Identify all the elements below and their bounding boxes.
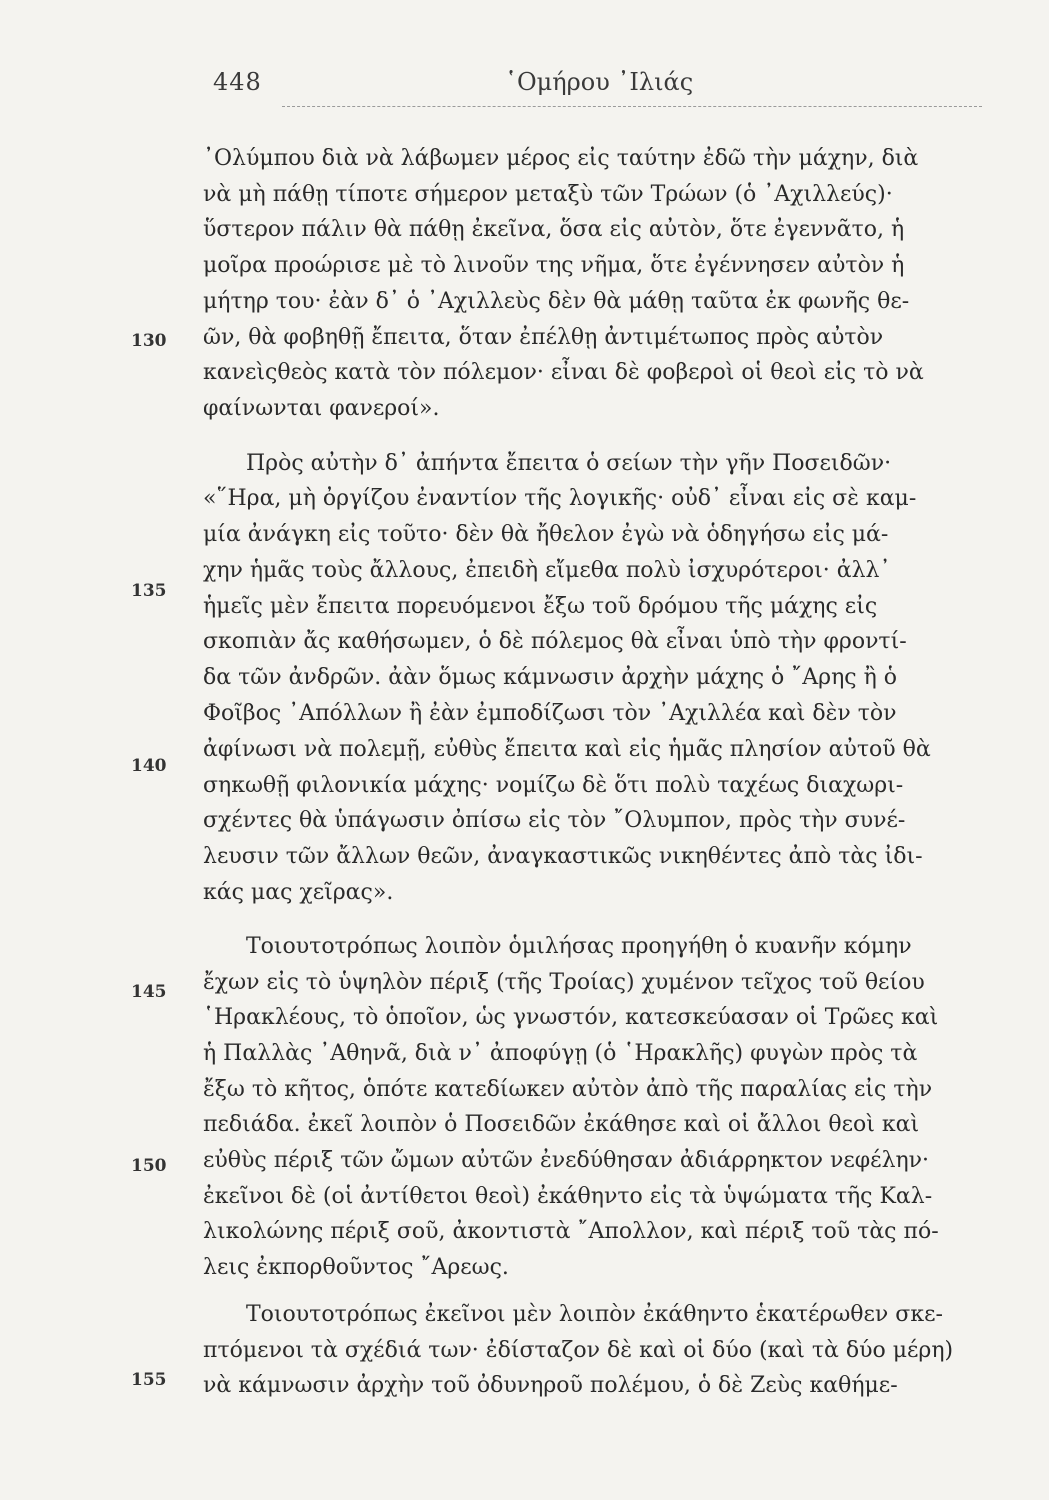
- text-line: χην ἡμᾶς τοὺς ἄλλους, ἐπειδὴ εἴμεθα πολὺ ἰσχυρότεροι· ἀλλ᾿: [203, 558, 891, 583]
- page-header: [0, 64, 1049, 104]
- text-line: ῶν, θὰ φοβηθῇ ἔπειτα, ὅταν ἐπέλθῃ ἀντιμέτωπος πρὸς αὐτὸν: [203, 325, 884, 350]
- text-line: Τοιουτοτρόπως λοιπὸν ὁμιλήσας προηγήθη ὁ κυανῆν κόμην: [246, 934, 912, 959]
- text-line: λευσιν τῶν ἄλλων θεῶν, ἀναγκαστικῶς νικηθέντες ἀπὸ τὰς ἰδι-: [203, 844, 923, 869]
- text-line: Φοῖβος ᾿Απόλλων ἢ ἐὰν ἐμποδίζωσι τὸν ᾿Αχιλλέα καὶ δὲν τὸν: [203, 701, 897, 726]
- text-line: ᾿Ολύμπου διὰ νὰ λάβωμεν μέρος εἰς ταύτην ἐδῶ τὴν μάχην, διὰ: [203, 146, 919, 171]
- text-line: κανεὶςθεὸς κατὰ τὸν πόλεμον· εἶναι δὲ φοβεροὶ οἱ θεοὶ εἰς τὸ νὰ: [203, 360, 924, 385]
- line-number: 135: [131, 581, 167, 601]
- text-line: νὰ μὴ πάθῃ τίποτε σήμερον μεταξὺ τῶν Τρώων (ὁ ᾿Αχιλλεύς)·: [203, 182, 893, 207]
- text-line: λεις ἐκπορθοῦντος ῎Αρεως.: [203, 1255, 509, 1280]
- line-number: 130: [131, 331, 167, 351]
- text-line: μήτηρ του· ἐὰν δ᾿ ὁ ᾿Αχιλλεὺς δὲν θὰ μάθῃ ταῦτα ἐκ φωνῆς θε-: [203, 289, 910, 314]
- text-line: σκοπιὰν ἄς καθήσωμεν, ὁ δὲ πόλεμος θὰ εἶναι ὑπὸ τὴν φροντί-: [203, 629, 907, 654]
- text-line: ἔξω τὸ κῆτος, ὁπότε κατεδίωκεν αὐτὸν ἀπὸ τῆς παραλίας εἰς τὴν: [203, 1077, 933, 1102]
- text-line: φαίνωνται φανεροί».: [203, 396, 440, 421]
- line-number: 155: [131, 1370, 167, 1390]
- text-line: «῞Ηρα, μὴ ὀργίζου ἐναντίον τῆς λογικῆς· οὐδ᾿ εἶναι εἰς σὲ καμ-: [203, 486, 917, 511]
- text-line: δα τῶν ἀνδρῶν. ἀὰν ὅμως κάμνωσιν ἀρχὴν μάχης ὁ ῎Αρης ἢ ὁ: [203, 665, 898, 690]
- running-title: ῾Ομήρου ᾿Ιλιάς: [505, 68, 694, 96]
- line-number: 140: [131, 756, 167, 776]
- text-line: ῾Ηρακλέους, τὸ ὁποῖον, ὡς γνωστόν, κατεσκεύασαν οἱ Τρῶες καὶ: [203, 1005, 939, 1030]
- text-line: ἡ Παλλὰς ᾿Αθηνᾶ, διὰ ν᾿ ἀποφύγῃ (ὁ ῾Ηρακλῆς) φυγὼν πρὸς τὰ: [203, 1041, 918, 1066]
- text-line: μία ἀνάγκη εἰς τοῦτο· δὲν θὰ ἤθελον ἐγὼ νὰ ὁδηγήσω εἰς μά-: [203, 522, 889, 547]
- text-line: ἔχων εἰς τὸ ὑψηλὸν πέριξ (τῆς Τροίας) χυμένον τεῖχος τοῦ θείου: [203, 970, 925, 995]
- line-number: 150: [131, 1156, 167, 1176]
- header-rule: [282, 106, 982, 107]
- text-line: λικολώνης πέριξ σοῦ, ἀκοντιστὰ ῎Απολλον, καὶ πέριξ τοῦ τὰς πό-: [203, 1219, 939, 1244]
- text-line: πεδιάδα. ἐκεῖ λοιπὸν ὁ Ποσειδῶν ἐκάθησε καὶ οἱ ἄλλοι θεοὶ καὶ: [203, 1112, 920, 1137]
- text-line: ἡμεῖς μὲν ἔπειτα πορευόμενοι ἔξω τοῦ δρόμου τῆς μάχης εἰς: [203, 594, 878, 619]
- text-line: ὕστερον πάλιν θὰ πάθῃ ἐκεῖνα, ὅσα εἰς αὐτὸν, ὅτε ἐγεννᾶτο, ἡ: [203, 217, 905, 242]
- page-number: 448: [213, 68, 262, 96]
- text-line: Πρὸς αὐτὴν δ᾿ ἀπήντα ἔπειτα ὁ σείων τὴν γῆν Ποσειδῶν·: [246, 451, 892, 476]
- text-line: εὐθὺς πέριξ τῶν ὤμων αὐτῶν ἐνεδύθησαν ἀδιάρρηκτον νεφέλην·: [203, 1148, 930, 1173]
- line-number: 145: [131, 982, 167, 1002]
- text-line: νὰ κάμνωσιν ἀρχὴν τοῦ ὀδυνηροῦ πολέμου, ὁ δὲ Ζεὺς καθήμε-: [203, 1373, 898, 1398]
- text-line: σηκωθῇ φιλονικία μάχης· νομίζω δὲ ὅτι πολὺ ταχέως διαχωρι-: [203, 773, 904, 798]
- text-line: μοῖρα προώρισε μὲ τὸ λινοῦν της νῆμα, ὅτε ἐγέννησεν αὐτὸν ἡ: [203, 253, 905, 278]
- text-line: κάς μας χεῖρας».: [203, 880, 394, 905]
- text-line: ἀφίνωσι νὰ πολεμῇ, εὐθὺς ἔπειτα καὶ εἰς ἡμᾶς πλησίον αὐτοῦ θὰ: [203, 737, 931, 762]
- text-line: ἐκεῖνοι δὲ (οἱ ἀντίθετοι θεοὶ) ἐκάθηντο εἰς τὰ ὑψώματα τῆς Καλ-: [203, 1184, 933, 1209]
- text-line: πτόμενοι τὰ σχέδιά των· ἐδίσταζον δὲ καὶ οἱ δύο (καὶ τὰ δύο μέρη): [203, 1338, 954, 1363]
- text-line: σχέντες θὰ ὑπάγωσιν ὀπίσω εἰς τὸν ῎Ολυμπον, πρὸς τὴν συνέ-: [203, 808, 906, 833]
- text-line: Τοιουτοτρόπως ἐκεῖνοι μὲν λοιπὸν ἐκάθηντο ἑκατέρωθεν σκε-: [246, 1302, 943, 1327]
